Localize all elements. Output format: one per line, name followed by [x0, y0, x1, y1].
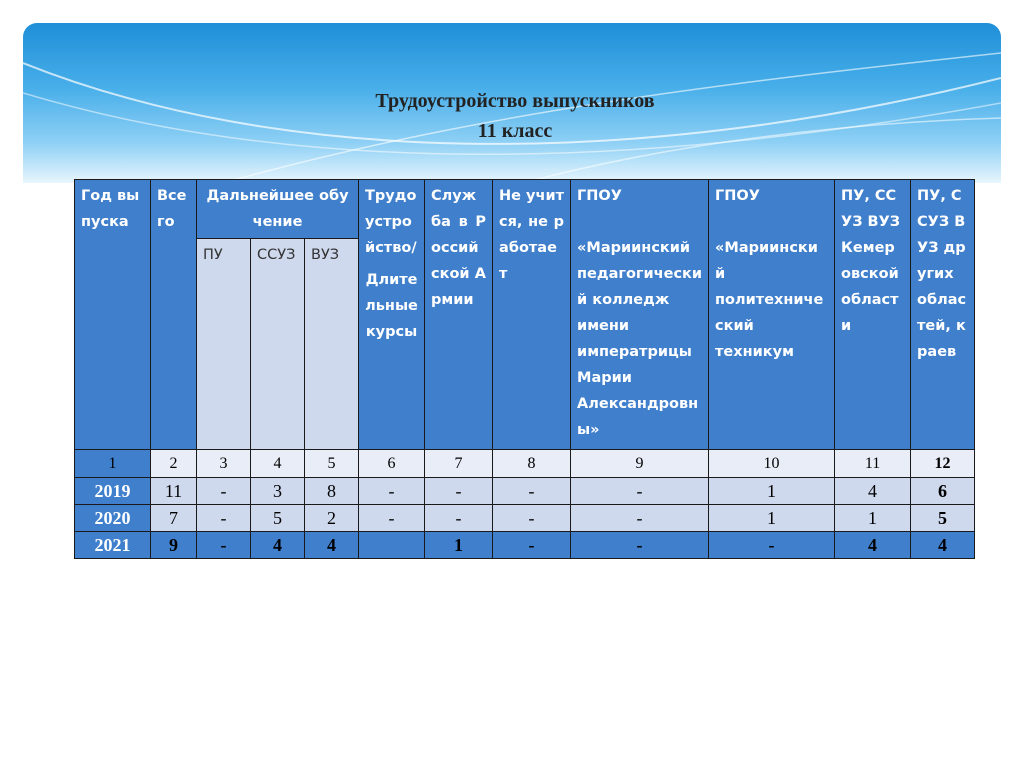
header-gpou-technikum-b: «Мариинский политехнический техникум: [715, 240, 824, 360]
header-year: Год выпуска: [75, 180, 151, 450]
header-other-regions: ПУ, ССУЗ ВУЗ других областей, краев: [911, 180, 975, 450]
header-employment-label: Трудоустройство/: [365, 188, 417, 256]
header-gpou-technikum: [709, 180, 835, 450]
table-cell: -: [493, 478, 571, 505]
table-cell: -: [493, 532, 571, 559]
header-kemerovo: ПУ, ССУЗ ВУЗ Кемеровской области: [835, 180, 911, 450]
table-cell: [359, 532, 425, 559]
table-cell: 4: [251, 532, 305, 559]
col-number: 2: [151, 450, 197, 478]
header-gpou-college-a: ГПОУ: [577, 188, 622, 204]
table-cell: 11: [151, 478, 197, 505]
table-cell: 5: [911, 505, 975, 532]
table-cell: -: [571, 478, 709, 505]
header-army: Служба в Российской Армии: [425, 180, 493, 450]
col-number: 6: [359, 450, 425, 478]
col-number: 7: [425, 450, 493, 478]
graduates-table: [74, 179, 975, 559]
col-number: 12: [911, 450, 975, 478]
table-cell: -: [493, 505, 571, 532]
header-further-education: Дальнейшее обучение: [197, 180, 359, 239]
table-cell: -: [359, 478, 425, 505]
column-number-row: [75, 450, 975, 478]
table-row-2021: [75, 532, 975, 559]
title-line-2: 11 класс: [477, 120, 553, 142]
table-cell: 1: [709, 505, 835, 532]
table-cell: 6: [911, 478, 975, 505]
table-cell: 9: [151, 532, 197, 559]
header-total: Всего: [151, 180, 197, 450]
table-cell: 2: [305, 505, 359, 532]
header-row-1: [75, 180, 975, 239]
header-gpou-college: [571, 180, 709, 450]
table-row-2019: [75, 478, 975, 505]
header-gpou-technikum-a: ГПОУ: [715, 188, 760, 204]
table-cell: -: [425, 478, 493, 505]
col-number: 11: [835, 450, 911, 478]
table-cell: 5: [251, 505, 305, 532]
page-title: [260, 86, 770, 146]
table-row-2020: [75, 505, 975, 532]
table-cell: 2019: [75, 478, 151, 505]
col-number: 1: [75, 450, 151, 478]
col-number: 4: [251, 450, 305, 478]
header-gpou-college-b: «Мариинский педагогический колледж имени императрицы Марии Александровны»: [577, 240, 703, 438]
col-number: 3: [197, 450, 251, 478]
table-cell: 4: [305, 532, 359, 559]
title-line-1: Трудоустройство выпускников: [375, 90, 655, 112]
col-number: 5: [305, 450, 359, 478]
table-cell: 4: [835, 478, 911, 505]
header-vuz: ВУЗ: [305, 239, 359, 450]
header-courses-label: Длительные курсы: [365, 272, 418, 340]
col-number: 9: [571, 450, 709, 478]
table-cell: 4: [835, 532, 911, 559]
header-pu: ПУ: [197, 239, 251, 450]
table-cell: 8: [305, 478, 359, 505]
table-cell: -: [197, 505, 251, 532]
table-cell: 2020: [75, 505, 151, 532]
header-not-working: Не учится, не работает: [493, 180, 571, 450]
table-cell: 1: [425, 532, 493, 559]
col-number: 10: [709, 450, 835, 478]
table-cell: -: [571, 505, 709, 532]
col-number: 8: [493, 450, 571, 478]
table-cell: 4: [911, 532, 975, 559]
table-cell: -: [359, 505, 425, 532]
table-cell: 3: [251, 478, 305, 505]
table-cell: -: [197, 532, 251, 559]
table-cell: -: [197, 478, 251, 505]
table-cell: 1: [835, 505, 911, 532]
table-cell: -: [571, 532, 709, 559]
table-cell: -: [709, 532, 835, 559]
header-employment: [359, 180, 425, 450]
table-cell: 7: [151, 505, 197, 532]
table-cell: 2021: [75, 532, 151, 559]
table-cell: -: [425, 505, 493, 532]
header-ssuz: ССУЗ: [251, 239, 305, 450]
table-cell: 1: [709, 478, 835, 505]
